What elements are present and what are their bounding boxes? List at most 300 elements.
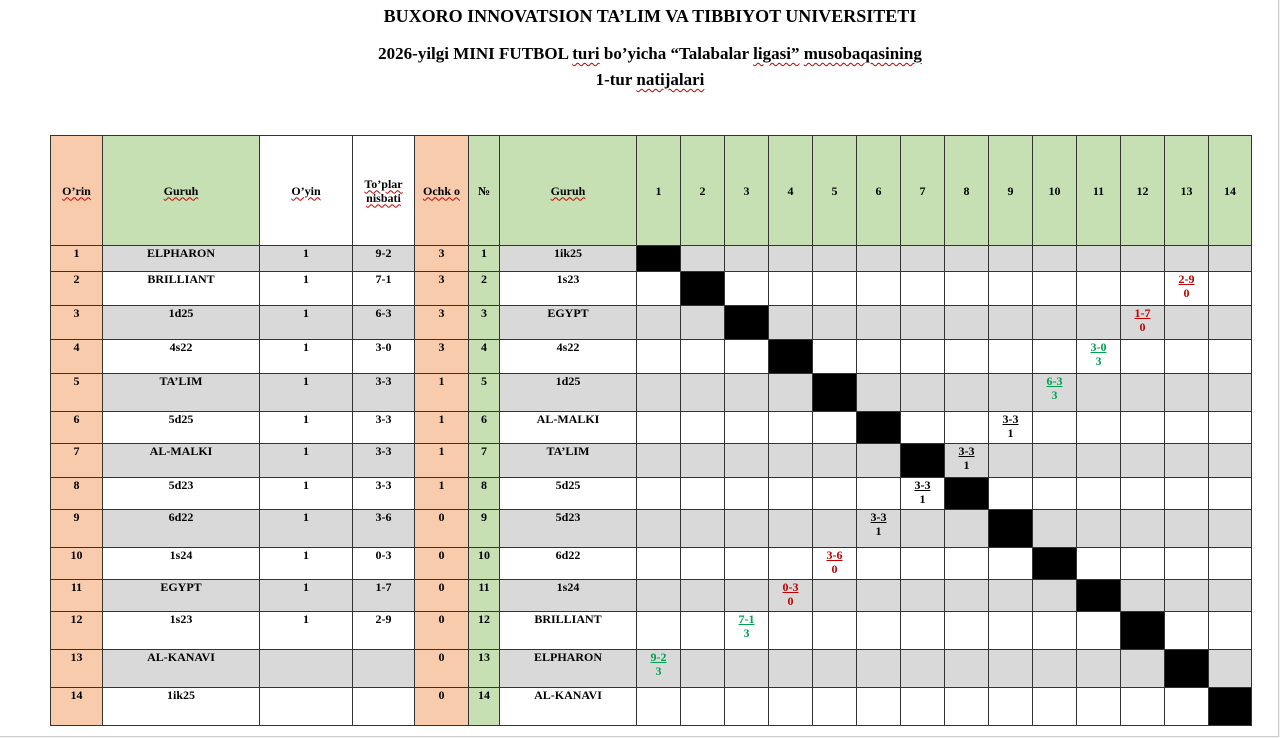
team-cell: 6d22 [103,510,260,548]
team2-cell: 5d23 [500,510,637,548]
match-cell [1209,510,1252,548]
match-cell [725,444,769,478]
title-part: 1-tur [595,70,633,89]
match-cell [857,340,901,374]
ratio-cell: 9-2 [353,246,415,272]
tournament-title [0,44,1280,64]
university-title: BUXORO INNOVATSION TA’LIM VA TIBBIYOT UNIVERSITETI [383,6,917,26]
self-match-cell [901,444,945,478]
header-oyin: O’yin [260,136,353,246]
team-cell: 1s23 [103,612,260,650]
team2-cell: BRILLIANT [500,612,637,650]
match-cell [1209,650,1252,688]
match-cell [725,374,769,412]
number-cell: 11 [469,580,500,612]
points-cell: 3 [415,340,469,374]
match-cell [681,478,725,510]
match-cell [945,340,989,374]
match-cell [1077,340,1121,374]
table-row [51,688,1252,726]
match-cell [725,340,769,374]
self-match-cell [769,340,813,374]
match-cell [681,650,725,688]
match-points: 1 [875,524,882,538]
points-cell: 3 [415,272,469,306]
match-cell [725,412,769,444]
match-cell [1121,412,1165,444]
match-cell [1165,510,1209,548]
match-cell [769,272,813,306]
points-cell: 0 [415,510,469,548]
match-cell [901,580,945,612]
match-cell [1077,478,1121,510]
place-cell: 9 [51,510,103,548]
table-row [51,612,1252,650]
place-cell: 13 [51,650,103,688]
place-cell: 2 [51,272,103,306]
match-cell [901,478,945,510]
header-guruh: Guruh [103,136,260,246]
match-cell [901,374,945,412]
match-cell [1033,272,1077,306]
match-cell [1077,548,1121,580]
match-cell [989,478,1033,510]
team-cell: 1ik25 [103,688,260,726]
match-cell [901,306,945,340]
match-cell [813,650,857,688]
match-cell [945,374,989,412]
header-col-13: 13 [1165,136,1209,246]
match-cell [857,272,901,306]
number-cell: 4 [469,340,500,374]
games-cell [260,688,353,726]
match-cell [1077,306,1121,340]
place-cell: 7 [51,444,103,478]
place-cell: 12 [51,612,103,650]
match-cell [945,548,989,580]
team-cell: 1s24 [103,548,260,580]
table-row [51,548,1252,580]
points-cell: 1 [415,374,469,412]
match-cell [681,444,725,478]
match-cell [681,246,725,272]
match-cell [945,412,989,444]
number-cell: 14 [469,688,500,726]
self-match-cell [1077,580,1121,612]
match-cell [1209,246,1252,272]
header-col-11: 11 [1077,136,1121,246]
match-cell [1165,412,1209,444]
match-cell [857,688,901,726]
match-cell [637,548,681,580]
match-cell [945,580,989,612]
match-cell [1121,444,1165,478]
match-cell [857,246,901,272]
title-part: ligasi” [753,44,800,63]
games-cell: 1 [260,580,353,612]
header-col-8: 8 [945,136,989,246]
place-cell: 8 [51,478,103,510]
games-cell: 1 [260,272,353,306]
header-col-5: 5 [813,136,857,246]
team-cell: TA’LIM [103,374,260,412]
match-cell [1033,444,1077,478]
match-cell [813,246,857,272]
match-cell [725,510,769,548]
games-cell: 1 [260,612,353,650]
match-cell [989,272,1033,306]
match-cell [813,478,857,510]
match-cell [725,580,769,612]
match-cell [901,272,945,306]
team-cell: 5d23 [103,478,260,510]
match-cell [1077,246,1121,272]
match-cell [1121,246,1165,272]
games-cell: 1 [260,374,353,412]
match-cell [813,688,857,726]
games-cell: 1 [260,548,353,580]
points-cell: 0 [415,580,469,612]
match-cell [901,548,945,580]
ratio-cell: 1-7 [353,580,415,612]
match-cell [681,580,725,612]
match-cell [1121,374,1165,412]
table-row [51,306,1252,340]
number-cell: 5 [469,374,500,412]
team-cell: 5d25 [103,412,260,444]
games-cell: 1 [260,412,353,444]
match-cell [1165,580,1209,612]
header-col-3: 3 [725,136,769,246]
self-match-cell [681,272,725,306]
team-cell: 4s22 [103,340,260,374]
header-orin: O’rin [51,136,103,246]
match-cell [1033,612,1077,650]
match-cell [769,612,813,650]
match-cell [901,650,945,688]
match-cell [1165,548,1209,580]
ratio-cell: 3-3 [353,412,415,444]
title-part: bo’yicha [603,44,667,63]
ratio-cell: 6-3 [353,306,415,340]
match-points: 0 [1183,286,1190,300]
match-cell [1033,650,1077,688]
match-cell [989,412,1033,444]
points-cell: 1 [415,444,469,478]
match-cell [813,412,857,444]
match-cell [857,612,901,650]
title-part: “Talabalar [670,44,749,63]
table-row [51,246,1252,272]
self-match-cell [857,412,901,444]
games-cell: 1 [260,340,353,374]
match-points: 0 [831,562,838,576]
round-title [0,70,1280,90]
match-score: 3-3 [1002,412,1019,426]
match-cell [1165,612,1209,650]
match-cell [813,548,857,580]
header-col-14: 14 [1209,136,1252,246]
points-cell: 3 [415,306,469,340]
match-cell [945,246,989,272]
match-cell [1077,688,1121,726]
games-cell: 1 [260,306,353,340]
match-cell [681,688,725,726]
match-cell [681,612,725,650]
match-cell [1121,688,1165,726]
match-cell [901,612,945,650]
match-cell [1033,688,1077,726]
match-cell [1165,688,1209,726]
match-cell [681,340,725,374]
match-cell [769,306,813,340]
match-points: 3 [655,664,662,678]
team-cell: BRILLIANT [103,272,260,306]
match-cell [769,510,813,548]
match-cell [1165,306,1209,340]
ratio-cell: 3-3 [353,444,415,478]
team2-cell: 1s23 [500,272,637,306]
match-cell [637,580,681,612]
team2-cell: TA’LIM [500,444,637,478]
match-cell [1077,374,1121,412]
match-score: 6-3 [1046,374,1063,388]
number-cell: 2 [469,272,500,306]
match-score: 0-3 [782,580,799,594]
match-cell [813,272,857,306]
match-cell [901,412,945,444]
match-cell [769,548,813,580]
match-cell [637,688,681,726]
match-score: 2-9 [1178,272,1195,286]
match-cell [1033,478,1077,510]
team2-cell: AL-MALKI [500,412,637,444]
match-cell [1165,272,1209,306]
match-cell [989,246,1033,272]
match-cell [901,688,945,726]
place-cell: 10 [51,548,103,580]
match-cell [813,306,857,340]
match-cell [1077,444,1121,478]
match-cell [681,412,725,444]
self-match-cell [1209,688,1252,726]
ratio-cell [353,650,415,688]
self-match-cell [1033,548,1077,580]
team2-cell: AL-KANAVI [500,688,637,726]
self-match-cell [637,246,681,272]
table-row [51,374,1252,412]
header-row [51,136,1252,246]
match-cell [857,650,901,688]
self-match-cell [813,374,857,412]
table-row [51,510,1252,548]
games-cell: 1 [260,444,353,478]
team-cell: AL-KANAVI [103,650,260,688]
match-points: 1 [919,492,926,506]
team2-cell: 1ik25 [500,246,637,272]
points-cell: 0 [415,688,469,726]
match-cell [989,444,1033,478]
ratio-cell: 3-3 [353,478,415,510]
games-cell [260,650,353,688]
header-ochko: Ochk o [415,136,469,246]
points-cell: 0 [415,612,469,650]
match-cell [989,374,1033,412]
match-cell [1077,612,1121,650]
match-cell [1165,374,1209,412]
games-cell: 1 [260,510,353,548]
match-cell [1033,246,1077,272]
match-cell [1077,650,1121,688]
team-cell: EGYPT [103,580,260,612]
match-cell [989,650,1033,688]
match-points: 3 [1095,354,1102,368]
match-cell [1209,580,1252,612]
match-cell [989,306,1033,340]
match-score: 7-1 [738,612,755,626]
team2-cell: 5d25 [500,478,637,510]
header-col-1: 1 [637,136,681,246]
team-cell: 1d25 [103,306,260,340]
place-cell: 14 [51,688,103,726]
match-points: 1 [963,458,970,472]
match-cell [813,510,857,548]
match-cell [1077,272,1121,306]
match-cell [725,650,769,688]
table-row [51,580,1252,612]
team2-cell: ELPHARON [500,650,637,688]
match-cell [901,246,945,272]
ratio-cell: 3-0 [353,340,415,374]
match-cell [769,246,813,272]
place-cell: 4 [51,340,103,374]
match-cell [813,580,857,612]
match-cell [769,580,813,612]
number-cell: 6 [469,412,500,444]
match-cell [769,412,813,444]
match-cell [725,246,769,272]
match-cell [637,412,681,444]
match-score: 3-0 [1090,340,1107,354]
match-cell [813,612,857,650]
match-cell [769,444,813,478]
match-cell [725,272,769,306]
header-guruh-2: Guruh [500,136,637,246]
match-cell [813,444,857,478]
ratio-cell: 7-1 [353,272,415,306]
match-cell [1121,510,1165,548]
ratio-cell: 2-9 [353,612,415,650]
team2-cell: 6d22 [500,548,637,580]
match-cell [1209,478,1252,510]
table-row [51,444,1252,478]
ratio-cell [353,688,415,726]
match-cell [637,650,681,688]
points-cell: 0 [415,548,469,580]
match-cell [681,548,725,580]
match-cell [1209,374,1252,412]
match-cell [1121,340,1165,374]
match-cell [1209,412,1252,444]
title-part: turi [572,44,600,63]
match-cell [1165,444,1209,478]
match-cell [1165,340,1209,374]
match-score: 3-3 [958,444,975,458]
self-match-cell [989,510,1033,548]
self-match-cell [1165,650,1209,688]
match-cell [1209,612,1252,650]
header-col-10: 10 [1033,136,1077,246]
title-part: musobaqasining [803,44,922,63]
match-cell [637,272,681,306]
match-cell [725,548,769,580]
match-cell [1121,650,1165,688]
ratio-cell: 0-3 [353,548,415,580]
match-cell [945,612,989,650]
match-cell [769,374,813,412]
match-points: 0 [1139,320,1146,334]
match-cell [637,374,681,412]
place-cell: 11 [51,580,103,612]
points-cell: 1 [415,412,469,444]
points-cell: 0 [415,650,469,688]
header-toplar: To’plar nisbati [353,136,415,246]
header-num: № [469,136,500,246]
number-cell: 13 [469,650,500,688]
match-cell [1121,478,1165,510]
number-cell: 9 [469,510,500,548]
title-part: 2026-yilgi MINI FUTBOL [378,44,569,63]
self-match-cell [945,478,989,510]
team2-cell: 4s22 [500,340,637,374]
match-cell [857,548,901,580]
title-part: natijalari [636,70,705,89]
match-cell [813,340,857,374]
match-score: 3-3 [870,510,887,524]
match-cell [857,444,901,478]
match-cell [725,688,769,726]
match-cell [725,478,769,510]
table-row [51,650,1252,688]
match-cell [1033,412,1077,444]
match-cell [1165,246,1209,272]
match-cell [945,444,989,478]
match-cell [1077,510,1121,548]
match-cell [769,478,813,510]
match-cell [901,510,945,548]
match-cell [1209,272,1252,306]
number-cell: 1 [469,246,500,272]
match-cell [1033,374,1077,412]
place-cell: 3 [51,306,103,340]
self-match-cell [1121,612,1165,650]
match-cell [637,478,681,510]
match-score: 1-7 [1134,306,1151,320]
match-points: 1 [1007,426,1014,440]
table-row [51,272,1252,306]
number-cell: 8 [469,478,500,510]
header-col-12: 12 [1121,136,1165,246]
header-col-2: 2 [681,136,725,246]
match-cell [681,510,725,548]
match-cell [1077,412,1121,444]
match-cell [637,510,681,548]
match-cell [1033,306,1077,340]
match-cell [1033,340,1077,374]
number-cell: 7 [469,444,500,478]
header-col-6: 6 [857,136,901,246]
match-cell [989,612,1033,650]
